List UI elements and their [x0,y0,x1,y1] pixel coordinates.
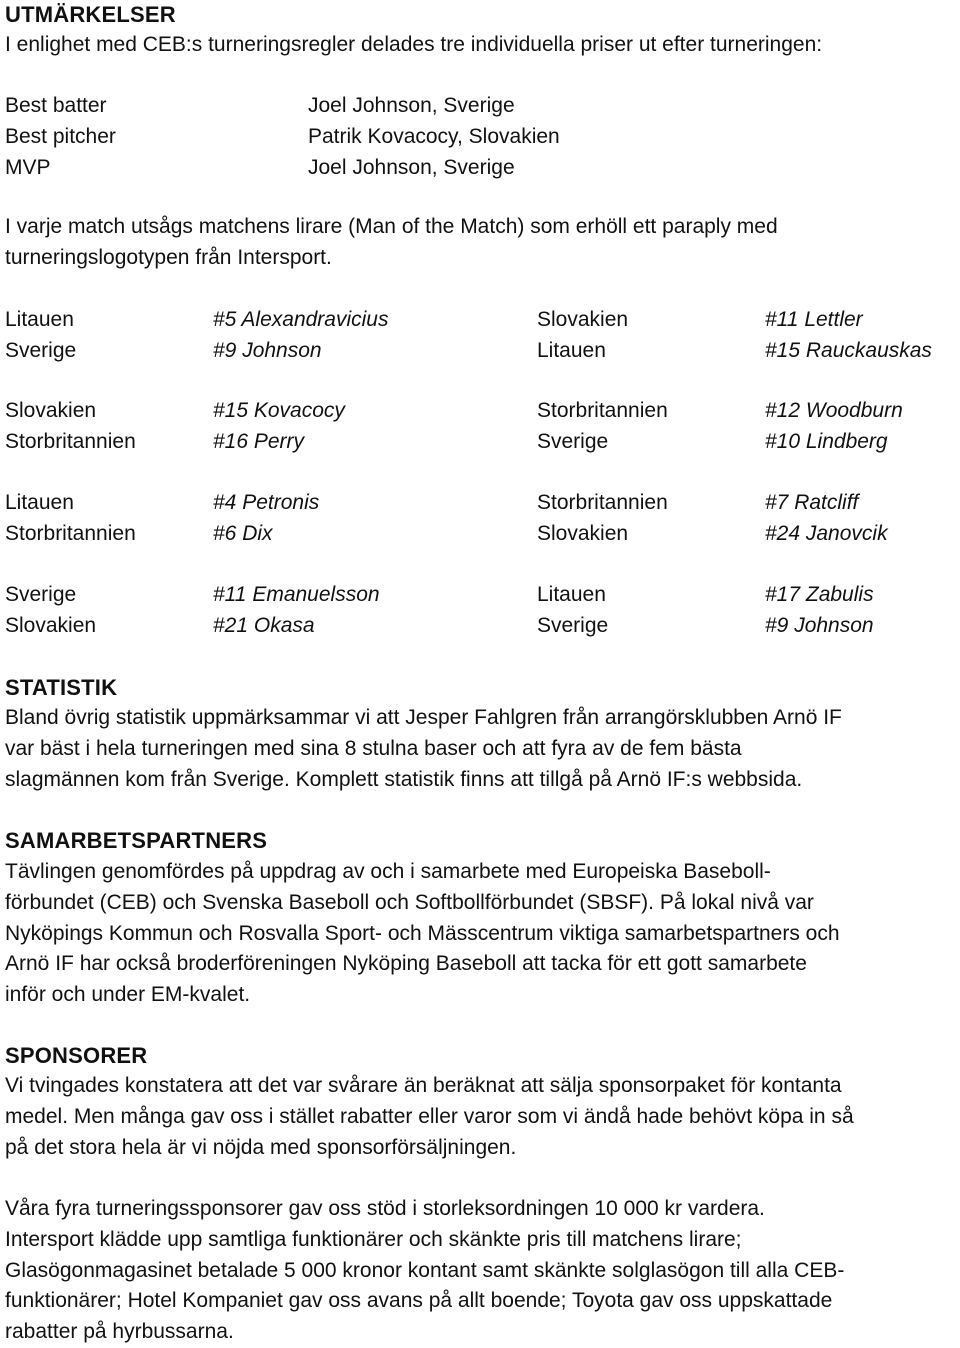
mom-player: #16 Perry [213,430,305,453]
statistics-paragraph [5,703,955,795]
mom-player: #12 Woodburn [765,399,903,422]
mom-team: Sverige [537,430,609,453]
award-value: Joel Johnson, Sverige [308,94,515,117]
mom-team: Sverige [537,614,609,637]
mom-player: #9 Johnson [213,339,322,362]
paragraph-line: Nyköpings Kommun och Rosvalla Sport- och Mässcentrum viktiga samarbetspartners och [5,921,840,945]
mom-row [5,611,955,642]
mom-team: Storbritannien [5,430,136,453]
mom-player: #17 Zabulis [765,583,874,606]
mom-player: #5 Alexandravicius [213,308,389,331]
paragraph-line: slagmännen kom från Sverige. Komplett statistik finns att tillgå på Arnö IF:s webbsida. [5,767,803,791]
mom-team: Litauen [5,491,74,514]
mom-player: #7 Ratcliff [765,491,859,514]
man-of-match-intro [5,212,955,274]
mom-team: Storbritannien [537,399,668,422]
mom-player: #11 Emanuelsson [213,583,380,606]
paragraph-line: var bäst i hela turneringen med sina 8 stulna baser och att fyra av de fem bästa [5,736,742,760]
mom-row [5,336,955,367]
partners-heading: SAMARBETSPARTNERS [5,828,268,853]
awards-intro-line: I enlighet med CEB:s turneringsregler delades tre individuella priser ut efter turneringen: [5,33,823,56]
mom-team: Slovakien [537,522,629,545]
paragraph-line: Intersport klädde upp samtliga funktionärer och skänkte pris till matchens lirare; [5,1227,742,1251]
paragraph-line: Våra fyra turneringssponsorer gav oss stöd i storleksordningen 10 000 kr vardera. [5,1197,765,1220]
mom-player: #4 Petronis [213,491,320,514]
mom-player: #15 Rauckauskas [765,339,932,362]
sponsors-paragraph-2 [5,1194,955,1348]
paragraph-line: Glasögonmagasinet betalade 5 000 kronor kontant samt skänkte solglasögon till alla CEB- [5,1258,845,1282]
paragraph-line: förbundet (CEB) och Svenska Baseboll och Softbollförbundet (SBSF). På lokal nivå var [5,890,814,914]
paragraph-line: Arnö IF har också broderföreningen Nyköping Baseboll att tacka för ett gott samarbete [5,952,807,976]
paragraph-line: medel. Men många gav oss i stället rabatter eller varor som vi ändå hade behövt köpa in så [5,1104,854,1128]
mom-team: Slovakien [5,399,97,422]
paragraph-line: turneringslogotypen från Intersport. [5,245,332,269]
mom-team: Sverige [5,339,77,362]
mom-team: Slovakien [537,308,629,331]
paragraph-line: Bland övrig statistik uppmärksammar vi att Jesper Fahlgren från arrangörsklubben Arnö IF [5,706,842,729]
mom-team: Litauen [537,583,606,606]
award-label: Best pitcher [5,125,116,148]
awards-heading: UTMÄRKELSER [5,2,176,27]
mom-row [5,488,955,519]
mom-team: Litauen [5,308,74,331]
award-value: Patrik Kovacocy, Slovakien [308,125,560,148]
partners-paragraph [5,857,955,1011]
award-value: Joel Johnson, Sverige [308,156,515,179]
mom-team: Slovakien [5,614,97,637]
awards-intro [5,30,955,61]
mom-team: Storbritannien [537,491,668,514]
mom-player: #21 Okasa [213,614,315,637]
mom-row [5,305,955,336]
sponsors-paragraph [5,1071,955,1163]
mom-player: #11 Lettler [765,308,863,331]
sponsors-heading: SPONSORER [5,1043,148,1068]
award-label: MVP [5,156,51,179]
paragraph-line: I varje match utsågs matchens lirare (Man of the Match) som erhöll ett paraply med [5,215,778,238]
paragraph-line: på det stora hela är vi nöjda med sponsorförsäljningen. [5,1135,517,1159]
mom-player: #10 Lindberg [765,430,888,453]
mom-row [5,396,955,427]
mom-player: #15 Kovacocy [213,399,345,422]
statistics-heading: STATISTIK [5,675,118,700]
paragraph-line: Tävlingen genomfördes på uppdrag av och i samarbete med Europeiska Baseboll- [5,860,771,883]
mom-row [5,427,955,458]
mom-row [5,519,955,550]
mom-player: #24 Janovcik [765,522,888,545]
mom-player: #9 Johnson [765,614,874,637]
paragraph-line: Vi tvingades konstatera att det var svårare än beräknat att sälja sponsorpaket för kontanta [5,1074,842,1097]
paragraph-line: rabatter på hyrbussarna. [5,1320,234,1344]
mom-team: Sverige [5,583,77,606]
mom-team: Storbritannien [5,522,136,545]
mom-player: #6 Dix [213,522,273,545]
paragraph-line: funktionärer; Hotel Kompaniet gav oss avans på allt boende; Toyota gav oss uppskattade [5,1289,833,1313]
paragraph-line: inför och under EM-kvalet. [5,983,251,1007]
mom-team: Litauen [537,339,606,362]
award-label: Best batter [5,94,107,117]
mom-row [5,580,955,611]
